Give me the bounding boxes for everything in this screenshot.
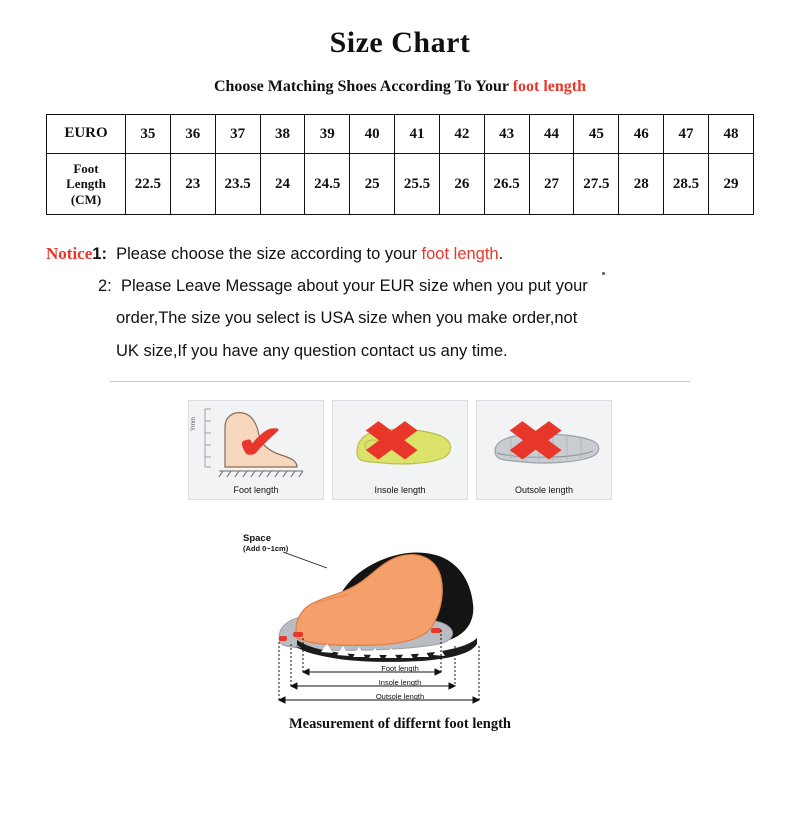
page-subtitle [0, 78, 800, 96]
euro-cell: 43 [484, 115, 529, 154]
foot-length-cell: 25.5 [395, 154, 440, 215]
euro-cell: 47 [664, 115, 709, 154]
table-row-foot-length [47, 154, 754, 215]
row-header-euro: EURO [47, 115, 126, 154]
outsole-length-measure-label: Outsole length [375, 691, 425, 701]
insole-length-measure-label: Insole length [378, 677, 422, 687]
check-mark-icon: ✔ [236, 415, 285, 468]
measurement-figure [235, 512, 565, 708]
notice-item-2-line3: UK size,If you have any question contact us any time. [116, 341, 508, 360]
notice-item-2-line1: Please Leave Message about your EUR size when you put your [120, 277, 588, 296]
table-row-euro [47, 115, 754, 154]
space-label [243, 534, 288, 554]
foot-length-cell: 26.5 [484, 154, 529, 215]
foot-length-cell: 24 [260, 154, 305, 215]
euro-cell: 39 [305, 115, 350, 154]
page-title: Size Chart [329, 26, 471, 59]
foot-length-measure-label: Foot length [381, 663, 419, 673]
panel-foot-length [188, 400, 324, 500]
foot-length-cell: 24.5 [305, 154, 350, 215]
notice-item-1-text: Please choose the size according to your [116, 245, 422, 263]
euro-cell: 44 [529, 115, 574, 154]
stray-dot [602, 272, 605, 275]
comparison-panels [188, 400, 612, 500]
row-header-line3: (CM) [70, 191, 102, 207]
euro-cell: 36 [170, 115, 215, 154]
euro-cell: 38 [260, 115, 305, 154]
euro-cell: 42 [439, 115, 484, 154]
row-header-line1: Foot [73, 160, 99, 176]
foot-length-cell: 23 [170, 154, 215, 215]
foot-length-cell: 27 [529, 154, 574, 215]
euro-cell: 45 [574, 115, 619, 154]
foot-length-cell: 23.5 [215, 154, 260, 215]
notice-item-1 [46, 237, 754, 270]
foot-length-cell: 27.5 [574, 154, 619, 215]
row-header-line2: Length [66, 176, 106, 192]
figure-caption: Measurement of differnt foot length [288, 715, 512, 732]
foot-length-cell: 28 [619, 154, 664, 215]
subtitle-highlight: foot length [512, 78, 587, 95]
space-label-text: Space [243, 532, 271, 544]
panel-1-caption: Foot length [233, 484, 279, 495]
outsole-illustration [477, 401, 611, 483]
foot-length-cell: 29 [708, 154, 753, 215]
panel-outsole-length [476, 400, 612, 500]
notice-label: Notice [46, 244, 93, 263]
size-table [46, 114, 754, 215]
notice-item-2 [46, 270, 754, 302]
insole-illustration [333, 401, 467, 483]
notice-item-2-line2: order,The size you select is USA size when you make order,not [116, 309, 578, 328]
panel-insole-length [332, 400, 468, 500]
foot-length-cell: 25 [350, 154, 395, 215]
euro-cell: 35 [126, 115, 171, 154]
foot-length-cell: 28.5 [664, 154, 709, 215]
notice-block [46, 237, 754, 367]
panel-3-caption: Outsole length [514, 484, 574, 495]
size-chart-page [0, 26, 800, 826]
notice-item-2-number: 2: [98, 277, 112, 296]
euro-cell: 46 [619, 115, 664, 154]
cross-mark-icon: ✖ [361, 411, 423, 472]
cross-mark-icon: ✖ [505, 411, 567, 472]
subtitle-text: Choose Matching Shoes According To Your [213, 78, 513, 95]
euro-cell: 40 [350, 115, 395, 154]
panel-1-vertical-label: Ymm [191, 416, 197, 431]
space-label-sub: (Add 0~1cm) [243, 543, 289, 553]
panel-2-caption: Insole length [374, 484, 426, 495]
foot-length-illustration [189, 401, 323, 483]
euro-cell: 41 [395, 115, 440, 154]
row-header-foot-length [47, 154, 126, 215]
foot-length-cell: 26 [439, 154, 484, 215]
notice-item-1-number: 1: [92, 245, 107, 263]
notice-item-1-highlight: foot length [421, 245, 499, 263]
size-table-wrap [46, 114, 754, 215]
section-divider [110, 381, 690, 382]
euro-cell: 48 [708, 115, 753, 154]
notice-item-1-suffix: . [498, 245, 504, 263]
euro-cell: 37 [215, 115, 260, 154]
foot-length-cell: 22.5 [126, 154, 171, 215]
